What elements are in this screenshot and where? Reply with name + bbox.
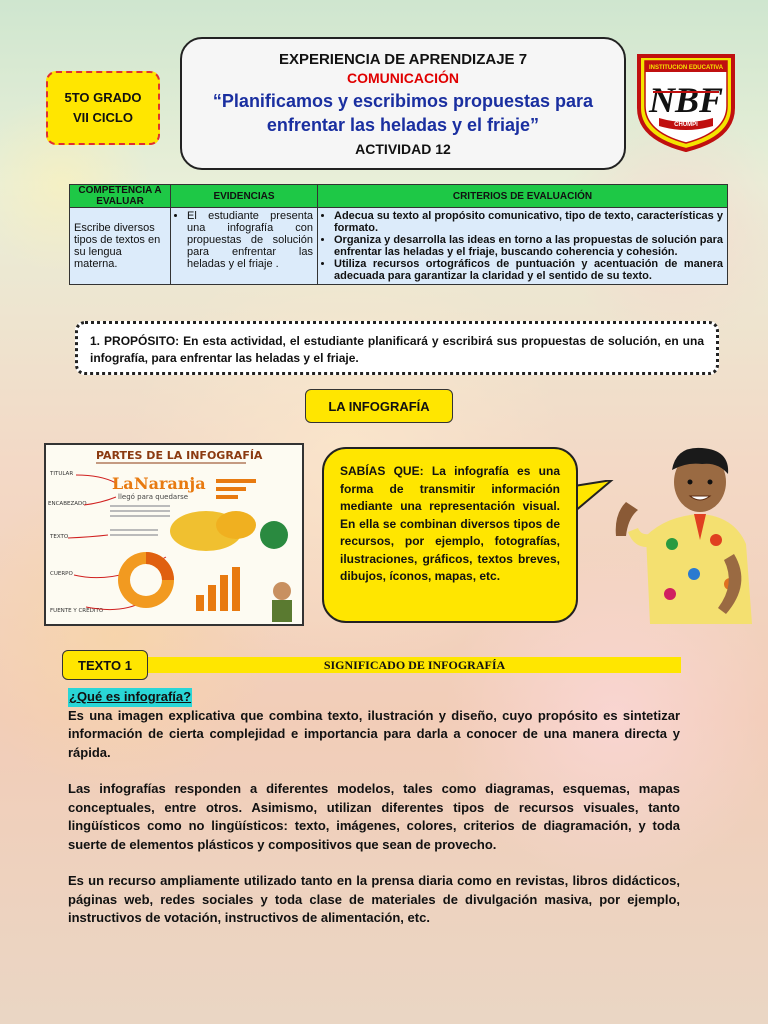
infographic-tagline: llegó para quedarse — [118, 493, 189, 501]
part-label-encabezado: ENCABEZADO — [48, 501, 87, 507]
part-label-texto: TEXTO — [50, 534, 69, 540]
question-heading: ¿Qué es infografía? — [68, 688, 192, 707]
evidence-cell — [171, 208, 318, 285]
part-label-cuerpo: CUERPO — [50, 571, 73, 577]
part-label-fuente: FUENTE Y CRÉDITO — [50, 608, 104, 614]
activity-title: ACTIVIDAD 12 — [355, 140, 451, 157]
title-box — [180, 37, 626, 170]
infographic-image — [44, 443, 304, 626]
competency-table — [69, 184, 728, 285]
purpose-label: PROPÓSITO: — [104, 334, 180, 348]
purpose-text: En esta actividad, el estudiante planificará y escribirá sus propuestas de solución, en una infografía, para enfrentar las heladas y el friaje. — [90, 334, 705, 365]
evidence-item: • El estudiante presenta una infografía con propuestas de solución para enfrentar las heladas y el friaje . — [187, 210, 313, 270]
grade-label: 5TO GRADO — [64, 90, 142, 105]
table-header: CRITERIOS DE EVALUACIÓN — [318, 185, 728, 208]
purpose-box — [75, 321, 719, 375]
part-label-titular: TITULAR — [50, 471, 74, 477]
logo-top-text: INSTITUCION EDUCATIVA — [648, 65, 724, 71]
infographic-illustration — [46, 445, 302, 624]
table-row — [70, 208, 728, 285]
criteria-item: • Adecua su texto al propósito comunicativo, tipo de texto, características y formato. — [334, 210, 723, 234]
subtitle-line-1: “Planificamos y escribimos propuestas para — [212, 90, 594, 111]
subject-title: COMUNICACIÓN — [347, 69, 459, 86]
bubble-lead: SABÍAS QUE: — [340, 464, 424, 478]
infographic-heading: PARTES DE LA INFOGRAFÍA — [96, 449, 263, 462]
competency-cell: Escribe diversos tipos de textos en su lengua materna. — [70, 208, 171, 285]
texto-1-heading: SIGNIFICADO DE INFOGRAFÍA — [148, 657, 681, 673]
cycle-label: VII CICLO — [73, 110, 133, 125]
table-header: COMPETENCIA A EVALUAR — [70, 185, 171, 208]
texto-1-label: TEXTO 1 — [62, 650, 148, 680]
purpose-number: 1. — [90, 334, 101, 348]
grade-box — [46, 71, 160, 145]
student-illustration — [606, 444, 756, 624]
section-label: LA INFOGRAFÍA — [305, 389, 453, 423]
bubble-text: La infografía es una forma de transmitir información mediante una representación visual. En ella se combinan diversos tipos de recursos, por ejemplo, fotografías, ilustraciones, gráficos, textos breves, dibujos, íconos, mapas, etc. — [340, 464, 560, 583]
infographic-title-word-1: La — [112, 474, 134, 493]
table-header-row — [70, 185, 728, 208]
school-logo-icon — [633, 52, 739, 152]
experience-title: EXPERIENCIA DE APRENDIZAJE 7 — [278, 50, 528, 68]
subtitle-line-2: enfrentar las heladas y el friaje” — [266, 114, 540, 135]
paragraph: Es una imagen explicativa que combina texto, ilustración y diseño, cuyo propósito es sintetizar información de cierta complejidad e importancia para darla a conocer de una manera directa y rápida. — [68, 707, 680, 760]
did-you-know-bubble — [322, 447, 578, 623]
criteria-cell — [318, 208, 728, 285]
criteria-item: • Utiliza recursos ortográficos de puntuación y acentuación de manera adecuada para garantizar la claridad y el sentido de su texto. — [334, 258, 723, 282]
criteria-item: • Organiza y desarrolla las ideas en torno a las propuestas de solución para enfrentar las heladas y el friaje, buscando coherencia y cohesión. — [334, 234, 723, 258]
table-header: EVIDENCIAS — [171, 185, 318, 208]
paragraph: Las infografías responden a diferentes modelos, tales como diagramas, esquemas, mapas conceptuales, entre otros. Asimismo, utilizan diferentes tipos de recursos visuales, tanto lingüísticos como no lingüísticos: texto, imágenes, colores, criterios de diagramación, y toda suerte de elementos plásticos y compositivos que sean de provecho. — [68, 781, 680, 852]
logo-letters: NBF — [648, 80, 724, 120]
paragraph: Es un recurso ampliamente utilizado tanto en la prensa diaria como en revistas, libros didácticos, páginas web, redes sociales y toda clase de materiales de divulgación masiva, por ejemplo, instructivos de votación, instructivos de alimentación, etc. — [68, 873, 680, 925]
infographic-title-word-2: Naranja — [134, 474, 206, 493]
logo-bottom-text: CHUMPI — [674, 122, 698, 128]
texto-1-body — [68, 688, 680, 946]
